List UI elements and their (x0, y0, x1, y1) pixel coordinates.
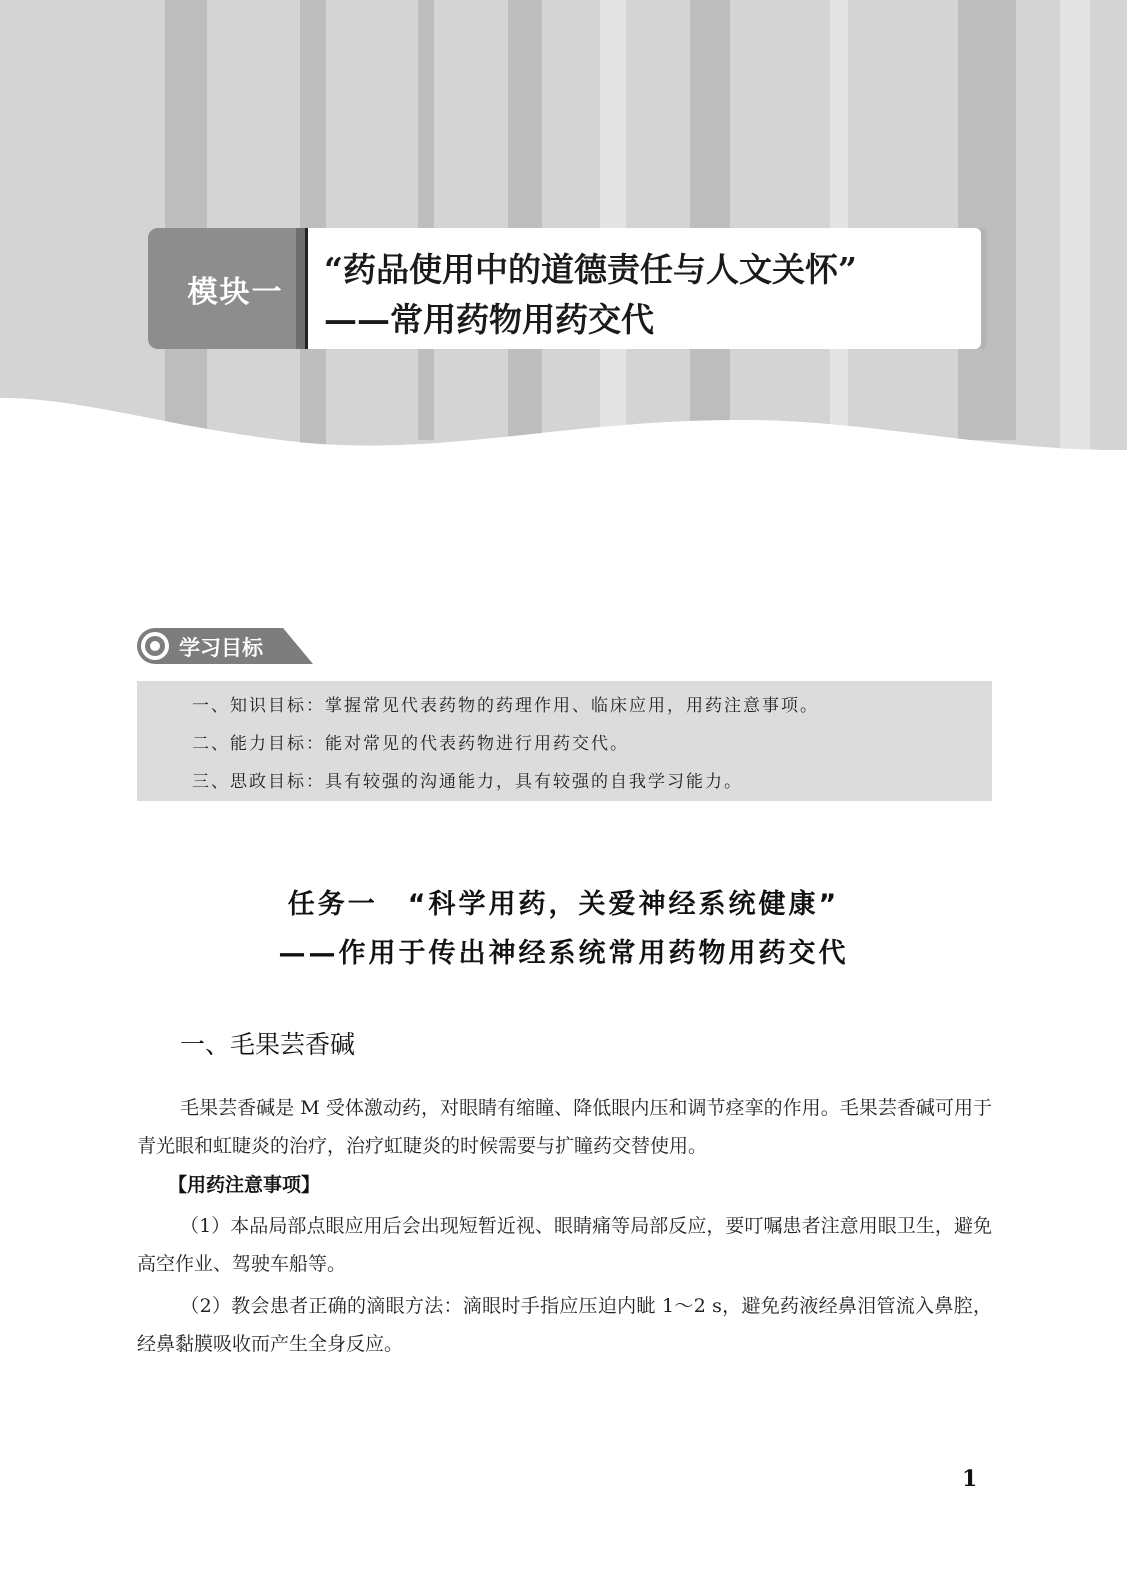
notice-item-2 (137, 1287, 992, 1363)
module-subtitle: ——常用药物用药交代 (324, 300, 654, 339)
module-tab-edge (296, 228, 305, 349)
header-banner (0, 0, 1127, 470)
intro-paragraph (137, 1089, 992, 1165)
goal-ability: 二、能力目标：能对常见的代表药物进行用药交代。 (192, 734, 629, 754)
notice-item-text: （1）本品局部点眼应用后会出现短暂近视、眼睛痛等局部反应，要叮嘱患者注意用眼卫生，避免高空作业、驾驶车船等。 (137, 1215, 992, 1275)
module-tab-label: 模块一 (187, 274, 284, 310)
learning-goals-title: 学习目标 (179, 636, 263, 660)
task-subtitle: ——作用于传出神经系统常用药物用药交代 (278, 938, 849, 969)
notice-item-1 (137, 1207, 992, 1283)
notice-heading: 【用药注意事项】 (168, 1174, 321, 1196)
module-title-card (305, 228, 981, 349)
module-title: “药品使用中的道德责任与人文关怀” (324, 250, 857, 289)
section-heading: 一、毛果芸香碱 (180, 1030, 356, 1059)
module-title-box (148, 228, 978, 349)
learning-goals-box (137, 681, 992, 801)
intro-text: 毛果芸香碱是 M 受体激动药，对眼睛有缩瞳、降低眼内压和调节痉挛的作用。毛果芸香碱可用于青光眼和虹睫炎的治疗，治疗虹睫炎的时候需要与扩瞳药交替使用。 (137, 1097, 992, 1157)
notice-item-text: （2）教会患者正确的滴眼方法：滴眼时手指应压迫内眦 1～2 s，避免药液经鼻泪管流入鼻腔，经鼻黏膜吸收而产生全身反应。 (137, 1295, 992, 1355)
page-number: 1 (962, 1466, 978, 1492)
learning-goals-label (137, 628, 313, 666)
goal-knowledge: 一、知识目标：掌握常见代表药物的药理作用、临床应用，用药注意事项。 (192, 696, 819, 716)
task-title: 任务一 “科学用药，关爱神经系统健康” (287, 889, 840, 920)
goal-ideology: 三、思政目标：具有较强的沟通能力，具有较强的自我学习能力。 (192, 772, 743, 792)
